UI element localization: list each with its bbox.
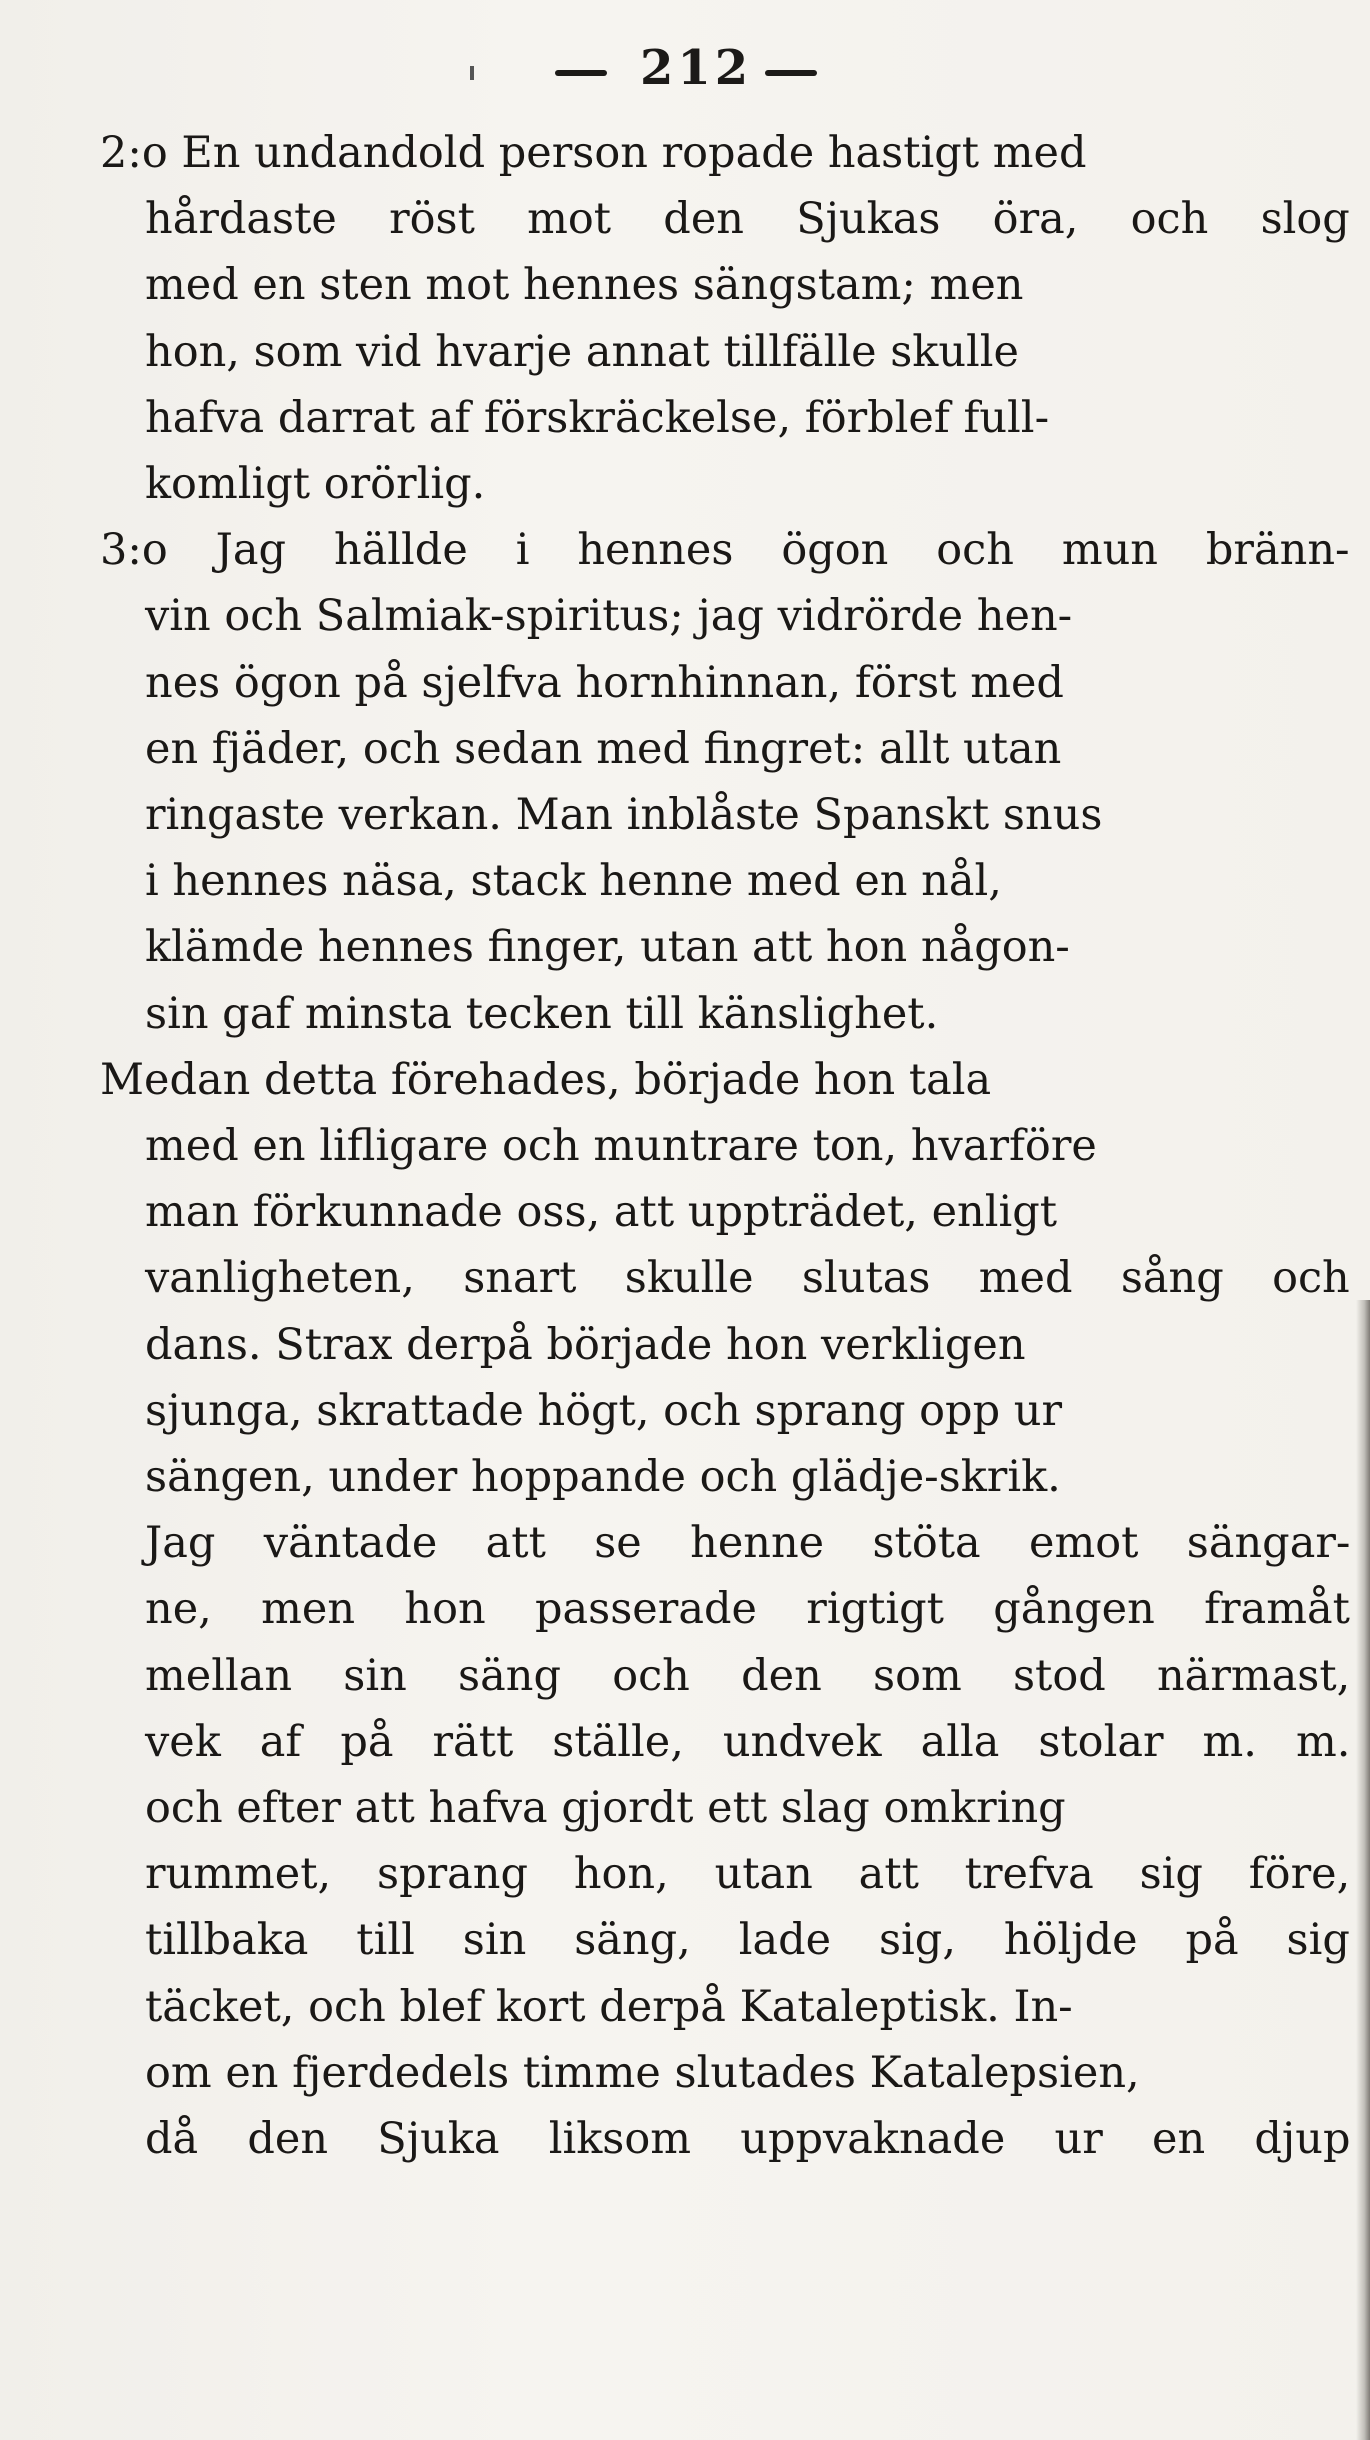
text-line: ringaste verkan. Man inblåste Spanskt snus [145, 790, 1103, 840]
text-line: täcket, och blef kort derpå Kataleptisk. In- [145, 1981, 1073, 2032]
text-line: rummet, sprang hon, utan att trefva sig före, [145, 1849, 1351, 1900]
text-line: ne, men hon passerade rigtigt gången framåt [145, 1584, 1350, 1635]
text-line: i hennes näsa, stack henne med en nål, [145, 856, 1002, 907]
text-line: dans. Strax derpå började hon verkligen [145, 1319, 1026, 1370]
text-line: med en lifligare och muntrare ton, hvarföre [145, 1121, 1097, 1171]
text-line: 2:o En undandold person ropade hastigt med [100, 128, 1087, 178]
text-line: med en sten mot hennes sängstam; men [145, 260, 1024, 311]
text-line: sin gaf minsta tecken till känslighet. [145, 988, 939, 1039]
text-line: mellan sin säng och den som stod närmast, [145, 1650, 1351, 1701]
text-line: vin och Salmiak-spiritus; jag vidrörde hen- [145, 591, 1073, 642]
right-dash-ornament [765, 70, 817, 76]
text-line: komligt orörlig. [145, 459, 486, 509]
text-line: och efter att hafva gjordt ett slag omkring [145, 1783, 1066, 1833]
text-line: klämde hennes finger, utan att hon någon- [145, 922, 1070, 973]
text-line: tillbaka till sin säng, lade sig, höljde på sig [145, 1915, 1350, 1966]
text-line: Medan detta förehades, började hon tala [100, 1054, 992, 1105]
page-header [0, 40, 1370, 100]
text-line: nes ögon på sjelfva hornhinnan, först med [145, 657, 1064, 708]
text-line: vanligheten, snart skulle slutas med sång och [145, 1253, 1350, 1304]
text-line: man förkunnade oss, att uppträdet, enligt [145, 1187, 1058, 1238]
page-edge-shadow [1356, 1300, 1370, 2440]
ornament-mark [470, 66, 474, 80]
text-line: 3:o Jag hällde i hennes ögon och mun bränn- [100, 525, 1350, 576]
text-line: hon, som vid hvarje annat tillfälle skulle [145, 326, 1019, 377]
text-line: om en fjerdedels timme slutades Katalepsien, [145, 2047, 1140, 2098]
text-line: då den Sjuka liksom uppvaknade ur en djup [145, 2114, 1351, 2164]
text-line: en fjäder, och sedan med fingret: allt utan [145, 723, 1062, 774]
left-dash-ornament [555, 70, 607, 76]
text-line: hårdaste röst mot den Sjukas öra, och slog [145, 194, 1350, 245]
text-line: Jag väntade att se henne stöta emot sängar- [145, 1518, 1351, 1569]
page-number: 212 [640, 40, 753, 96]
text-line: sängen, under hoppande och glädje-skrik. [145, 1452, 1061, 1502]
text-line: sjunga, skrattade högt, och sprang opp ur [145, 1385, 1063, 1436]
text-line: hafva darrat af förskräckelse, förblef full- [145, 392, 1050, 443]
text-line: vek af på rätt ställe, undvek alla stolar m. m. [145, 1716, 1351, 1767]
